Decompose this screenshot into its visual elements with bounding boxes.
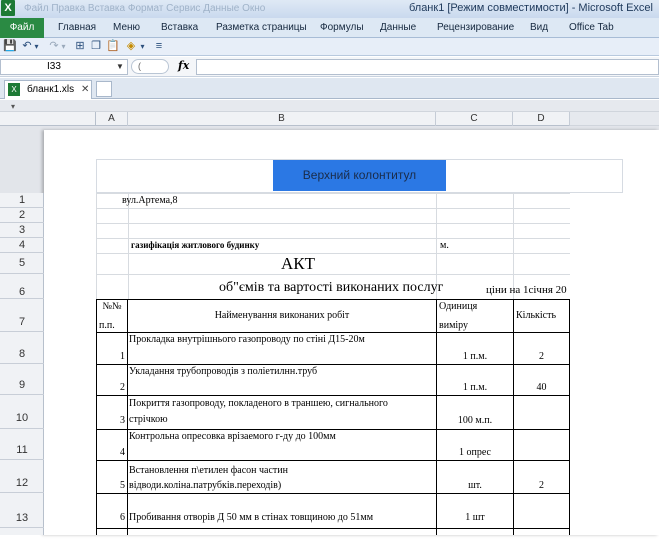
gridline — [96, 193, 570, 194]
row-header-12[interactable]: 12 — [0, 460, 44, 493]
undo-dropdown-icon[interactable]: ▾ — [34, 42, 39, 51]
new-document-icon[interactable] — [96, 81, 112, 97]
item-unit[interactable]: 1 опрес — [459, 447, 491, 458]
ribbon-tabs — [0, 18, 659, 38]
table-border — [513, 299, 514, 535]
item-name-line2[interactable]: стрічкою — [129, 414, 168, 425]
excel-app-icon[interactable]: X — [1, 0, 15, 16]
row-header-13[interactable]: 13 — [0, 493, 44, 528]
row-header-9[interactable]: 9 — [0, 364, 44, 395]
tab-view[interactable]: Вид — [530, 22, 549, 33]
redo-icon[interactable]: ↷ — [49, 40, 59, 52]
item-name[interactable]: Контрольна опресовка врізаемого г-ду до 100мм — [129, 431, 336, 442]
table-header-no-2[interactable]: п.п. — [99, 320, 115, 331]
table-border — [96, 429, 570, 430]
item-no[interactable]: 3 — [120, 415, 125, 426]
item-no[interactable]: 6 — [120, 512, 125, 523]
item-unit[interactable]: 1 п.м. — [462, 382, 488, 393]
item-name[interactable]: Пробивання отворів Д 50 мм в стінах товщиною до 51мм — [129, 512, 374, 523]
item-unit[interactable]: шт. — [468, 480, 482, 491]
item-qty[interactable]: 40 — [536, 382, 547, 393]
column-header-empty — [570, 112, 659, 126]
row-header-2[interactable]: 2 — [0, 208, 44, 223]
item-name-line2[interactable]: відводи.коліна.патрубків.переходів) — [129, 480, 282, 491]
column-headers — [0, 112, 570, 126]
cell-doc-subtitle[interactable]: об"ємів та вартості виконаних послуг — [219, 280, 444, 295]
tab-office-tab[interactable]: Office Tab — [569, 22, 614, 33]
quick-access-toolbar — [0, 38, 659, 56]
tab-review[interactable]: Рецензирование — [437, 22, 515, 33]
row-header-5[interactable]: 5 — [0, 253, 44, 274]
formula-input[interactable] — [196, 59, 659, 75]
table-header-name[interactable]: Найменування виконаних робіт — [214, 310, 350, 321]
chevron-down-icon[interactable]: ▼ — [116, 62, 124, 71]
gridline — [96, 274, 570, 275]
fill-dropdown-icon[interactable]: ▾ — [140, 42, 145, 51]
excel-file-icon: X — [8, 83, 20, 96]
ghost-menu-bar: Файл Правка Вставка Формат Сервис Данные Окно — [24, 3, 266, 14]
undo-icon[interactable]: ↶ — [22, 40, 32, 52]
row-header-6[interactable]: 6 — [0, 274, 44, 299]
copy-icon[interactable]: ❐ — [91, 40, 101, 52]
save-icon[interactable]: 💾 — [3, 40, 17, 52]
gridline — [96, 193, 97, 299]
doc-tab-label: бланк1.xls — [27, 84, 75, 95]
customize-icon[interactable]: ≡ — [155, 40, 163, 52]
name-box[interactable]: I33 — [0, 59, 128, 75]
cell-doc-title[interactable]: АКТ — [281, 254, 315, 273]
column-header-a[interactable]: A — [96, 112, 128, 126]
document-tabs — [0, 78, 659, 99]
item-unit[interactable]: 1 п.м. — [462, 351, 488, 362]
close-icon[interactable]: ✕ — [81, 84, 90, 95]
column-header-c[interactable]: C — [436, 112, 513, 126]
table-border — [569, 299, 570, 535]
cell-object-unit[interactable]: м. — [440, 240, 449, 251]
paste-icon[interactable]: 📋 — [106, 40, 120, 52]
item-name[interactable]: Встановлення п\етилен фасон частин — [129, 465, 288, 476]
item-no[interactable]: 4 — [120, 447, 125, 458]
column-header-corner[interactable] — [0, 112, 96, 126]
table-border — [96, 364, 570, 365]
tab-home[interactable]: Главная — [58, 22, 97, 33]
item-name[interactable]: Прокладка внутрішнього газопроводу по стіні Д15-20м — [129, 334, 365, 345]
window-title: бланк1 [Режим совместимости] - Microsoft Excel — [408, 2, 653, 14]
tab-file[interactable]: Файл — [0, 18, 44, 38]
table-header-unit-2[interactable]: виміру — [439, 320, 469, 331]
item-no[interactable]: 2 — [120, 382, 125, 393]
tab-formulas[interactable]: Формулы — [320, 22, 364, 33]
item-unit[interactable]: 100 м.п. — [457, 415, 493, 426]
row-header-11[interactable]: 11 — [0, 429, 44, 460]
gridline — [96, 238, 570, 239]
ruler-strip — [0, 100, 659, 112]
item-no[interactable]: 5 — [120, 480, 125, 491]
tab-menu[interactable]: Меню — [113, 22, 141, 33]
item-qty[interactable]: 2 — [539, 480, 544, 491]
table-header-no[interactable]: №№ — [102, 301, 122, 312]
redo-dropdown-icon[interactable]: ▾ — [61, 42, 66, 51]
table-border — [96, 528, 570, 529]
gridline — [96, 208, 570, 209]
select-all-icon[interactable]: ▾ — [10, 102, 15, 111]
fx-icon[interactable]: fx — [178, 59, 190, 72]
table-border — [96, 493, 570, 494]
row-header-10[interactable]: 10 — [0, 395, 44, 429]
column-header-d[interactable]: D — [513, 112, 570, 126]
table-header-unit[interactable]: Одиниця — [439, 301, 478, 312]
doc-tab-blank1[interactable] — [4, 80, 92, 99]
item-no[interactable]: 1 — [120, 351, 125, 362]
row-headers — [0, 193, 44, 535]
gridline — [96, 223, 570, 224]
cell-object[interactable]: газифікація житлового будинку — [131, 240, 260, 250]
borders-icon[interactable]: ⊞ — [75, 40, 85, 52]
column-header-b[interactable]: B — [128, 112, 436, 126]
item-name[interactable]: Укладання трубопроводів з поліетилнн.труб — [129, 366, 318, 377]
table-border — [96, 332, 570, 333]
formula-bar-zoom[interactable]: ( — [131, 59, 169, 74]
row-header-7[interactable]: 7 — [0, 299, 44, 332]
table-border — [96, 395, 570, 396]
table-border — [96, 299, 570, 300]
cell-prices-date[interactable]: ціни на 1січня 20 — [486, 284, 567, 296]
tab-page-layout[interactable]: Разметка страницы — [216, 22, 307, 33]
row-header-8[interactable]: 8 — [0, 332, 44, 364]
item-qty[interactable]: 2 — [539, 351, 544, 362]
table-border — [127, 299, 128, 535]
table-border — [96, 460, 570, 461]
item-unit[interactable]: 1 шт — [465, 512, 485, 523]
gridline — [128, 193, 129, 299]
tab-data[interactable]: Данные — [380, 22, 417, 33]
row-header-3[interactable]: 3 — [0, 223, 44, 238]
row-header-4[interactable]: 4 — [0, 238, 44, 253]
header-button[interactable]: Верхний колонтитул — [273, 160, 446, 191]
fill-color-icon[interactable]: ◈ — [126, 40, 136, 52]
table-header-qty[interactable]: Кількість — [516, 310, 557, 321]
row-header-1[interactable]: 1 — [0, 193, 44, 208]
item-name[interactable]: Покриття газопроводу, покладеного в траншею, сигнального — [129, 398, 388, 409]
tab-insert[interactable]: Вставка — [161, 22, 199, 33]
cell-address[interactable]: вул.Артема,8 — [122, 195, 178, 206]
